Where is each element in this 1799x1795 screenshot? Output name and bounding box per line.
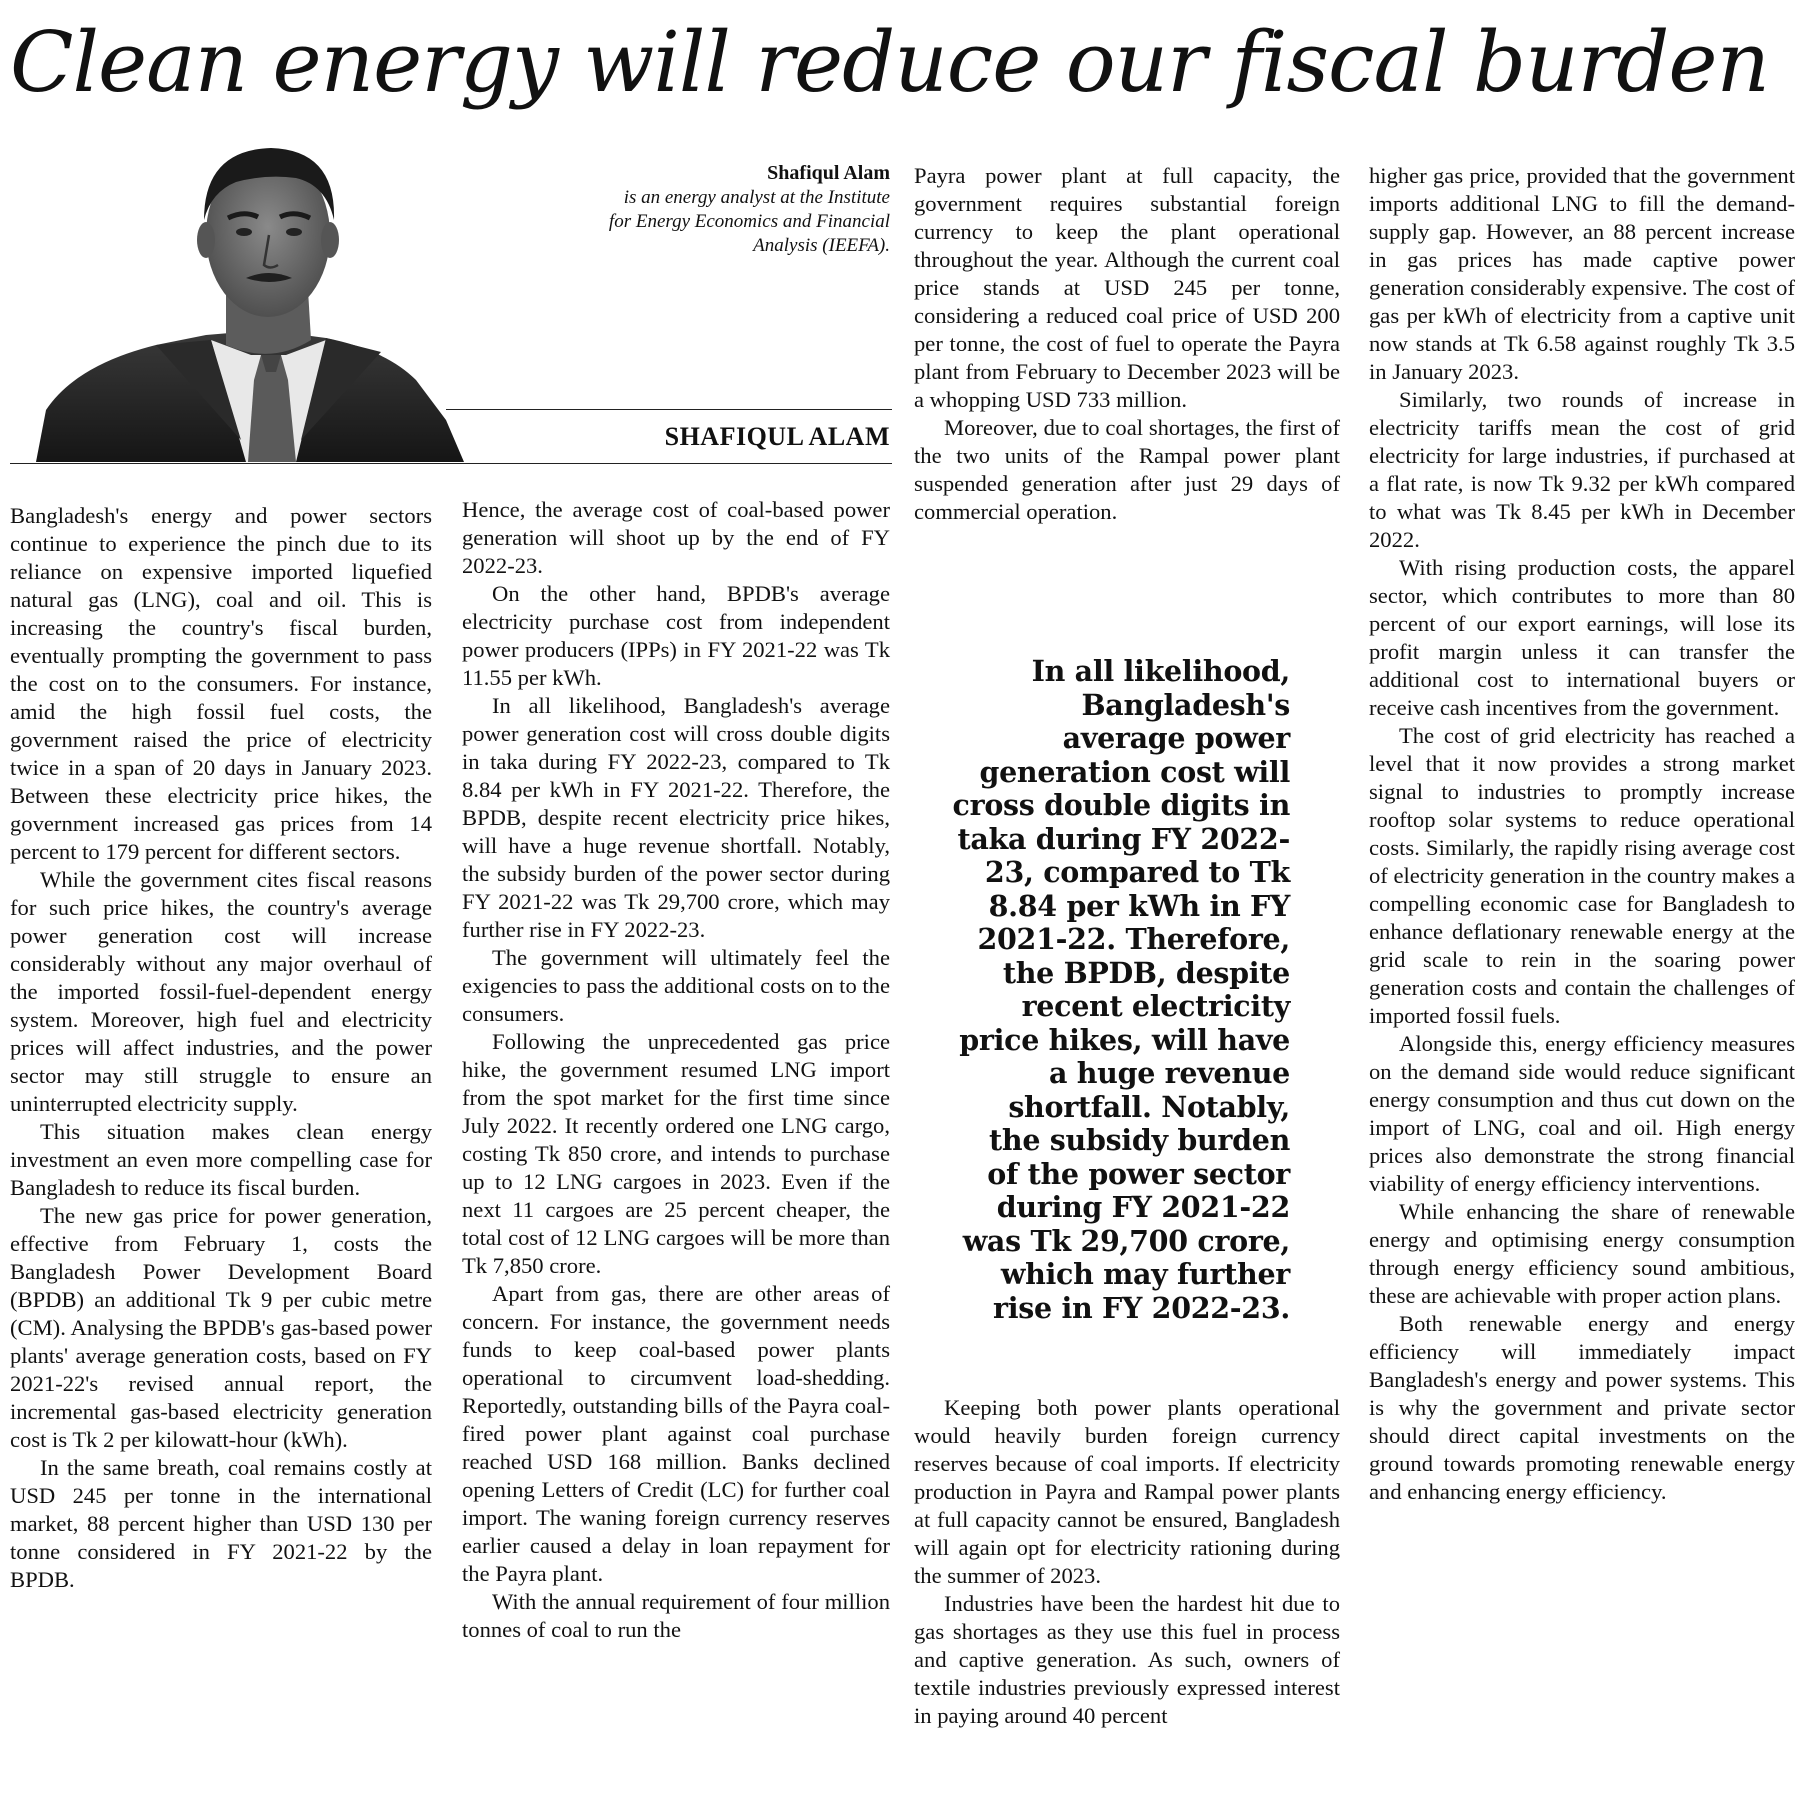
paragraph: In the same breath, coal remains costly at USD 245 per tonne in the international market, 88 percent higher than USD 130 per tonne considered in FY 2021-22 by the BPDB. bbox=[10, 1455, 432, 1592]
author-bio-line: for Energy Economics and Financial bbox=[608, 211, 890, 232]
paragraph: With rising production costs, the apparel sector, which contributes to more than 80 percent of our export earnings, will lose its profit margin unless it can transfer the additional cost to international buyers or receive cash incentives from the government. bbox=[1369, 555, 1795, 720]
paragraph: Similarly, two rounds of increase in electricity tariffs mean the cost of grid electricity for large industries, if purchased at a flat rate, is now Tk 9.32 per kWh compared to what was Tk 8.45 per kWh in December 2022. bbox=[1369, 387, 1795, 552]
article-column-4 bbox=[1369, 162, 1795, 1506]
paragraph: While enhancing the share of renewable energy and optimising energy consumption through energy efficiency sound ambitious, these are achievable with proper action plans. bbox=[1369, 1199, 1795, 1308]
byline-divider bbox=[446, 409, 892, 410]
paragraph: While the government cites fiscal reasons for such price hikes, the country's average power generation cost will increase considerably without any major overhaul of the imported fossil-fuel-dependent energy system. Moreover, high fuel and electricity prices will affect industries, and the power sector may still struggle to ensure an uninterrupted electricity supply. bbox=[10, 867, 432, 1116]
photo-divider bbox=[10, 463, 892, 464]
paragraph: In all likelihood, Bangladesh's average power generation cost will cross double digits in taka during FY 2022-23, compared to Tk 8.84 per kWh in FY 2021-22. Therefore, the BPDB, despite recent electricity price hikes, will have a huge revenue shortfall. Notably, the subsidy burden of the power sector during FY 2021-22 was Tk 29,700 crore, which may further rise in FY 2022-23. bbox=[462, 693, 890, 942]
article-column-2 bbox=[462, 496, 890, 1644]
paragraph: On the other hand, BPDB's average electricity purchase cost from independent power producers (IPPs) in FY 2021-22 was Tk 11.55 per kWh. bbox=[462, 581, 890, 690]
author-bio bbox=[560, 186, 890, 258]
paragraph: Industries have been the hardest hit due to gas shortages as they use this fuel in process and captive generation. As such, owners of textile industries previously expressed interest in paying around 40 percent bbox=[914, 1591, 1340, 1728]
paragraph: higher gas price, provided that the government imports additional LNG to fill the demand-supply gap. However, an 88 percent increase in gas prices has made captive power generation considerably expensive. The cost of gas per kWh of electricity from a captive unit now stands at Tk 6.58 against roughly Tk 3.5 in January 2023. bbox=[1369, 163, 1795, 384]
headline: Clean energy will reduce our fiscal burden bbox=[10, 14, 1769, 111]
author-bio-line: Analysis (IEEFA). bbox=[753, 235, 890, 256]
paragraph: Hence, the average cost of coal-based power generation will shoot up by the end of FY 2022-23. bbox=[462, 497, 890, 578]
paragraph: The cost of grid electricity has reached a level that it now provides a strong market signal to industries to promptly increase rooftop solar systems to reduce operational costs. Similarly, the rapidly rising average cost of electricity generation in the country makes a compelling economic case for Bangladesh to enhance deflationary renewable energy at the grid scale to rein in the soaring power generation costs and contain the challenges of imported fossil fuels. bbox=[1369, 723, 1795, 1028]
pull-quote: In all likelihood, Bangladesh's average power generation cost will cross double digits in taka during FY 2022-23, compared to Tk 8.84 per kWh in FY 2021-22. Therefore, the BPDB, despite recent electricity price hikes, will have a huge revenue shortfall. Notably, the subsidy burden of the power sector during FY 2021-22 was Tk 29,700 crore, which may further rise in FY 2022-23. bbox=[952, 654, 1290, 1325]
author-bio-line: is an energy analyst at the Institute bbox=[623, 187, 890, 208]
paragraph: Apart from gas, there are other areas of concern. For instance, the government needs funds to keep coal-based power plants operational to circumvent load-shedding. Reportedly, outstanding bills of the Payra coal-fired power plant against coal purchase reached USD 168 million. Banks declined opening Letters of Credit (LC) for further coal import. The waning foreign currency reserves earlier caused a delay in loan repayment for the Payra plant. bbox=[462, 1281, 890, 1586]
author-info bbox=[560, 160, 890, 258]
paragraph: Moreover, due to coal shortages, the first of the two units of the Rampal power plant suspended generation after just 29 days of commercial operation. bbox=[914, 415, 1340, 524]
paragraph: Following the unprecedented gas price hike, the government resumed LNG import from the spot market for the first time since July 2022. It recently ordered one LNG cargo, costing Tk 850 crore, and intends to purchase up to 12 LNG cargoes in 2023. Even if the next 11 cargoes are 25 percent cheaper, the total cost of 12 LNG cargoes will be more than Tk 7,850 crore. bbox=[462, 1029, 890, 1278]
author-portrait-photo bbox=[36, 140, 464, 462]
paragraph: Payra power plant at full capacity, the government requires substantial foreign currency to keep the plant operational throughout the year. Although the current coal price stands at USD 245 per tonne, considering a reduced coal price of USD 200 per tonne, the cost of fuel to operate the Payra plant from February to December 2023 will be a whopping USD 733 million. bbox=[914, 163, 1340, 412]
article-column-1 bbox=[10, 502, 432, 1594]
paragraph: Both renewable energy and energy efficiency will immediately impact Bangladesh's energy and power systems. This is why the government and private sector should direct capital investments on the ground towards promoting renewable energy and enhancing energy efficiency. bbox=[1369, 1311, 1795, 1504]
paragraph: Alongside this, energy efficiency measures on the demand side would reduce significant energy consumption and thus cut down on the import of LNG, coal and oil. High energy prices also demonstrate the strong financial viability of energy efficiency interventions. bbox=[1369, 1031, 1795, 1196]
paragraph: Keeping both power plants operational would heavily burden foreign currency reserves because of coal imports. If electricity production in Payra and Rampal power plants at full capacity cannot be ensured, Bangladesh will again opt for electricity rationing during the summer of 2023. bbox=[914, 1395, 1340, 1588]
author-name: Shafiqul Alam bbox=[767, 162, 890, 184]
paragraph: This situation makes clean energy investment an even more compelling case for Bangladesh to reduce its fiscal burden. bbox=[10, 1119, 432, 1200]
paragraph: The government will ultimately feel the exigencies to pass the additional costs on to the consumers. bbox=[462, 945, 890, 1026]
paragraph: Bangladesh's energy and power sectors continue to experience the pinch due to its reliance on expensive imported liquefied natural gas (LNG), coal and oil. This is increasing the country's fiscal burden, eventually prompting the government to pass the cost on to the consumers. For instance, amid the high fossil fuel costs, the government raised the price of electricity twice in a span of 20 days in January 2023. Between these electricity price hikes, the government increased gas prices from 14 percent to 179 percent for different sectors. bbox=[10, 503, 432, 864]
paragraph: With the annual requirement of four million tonnes of coal to run the bbox=[462, 1589, 890, 1642]
article-column-3-top bbox=[914, 162, 1340, 526]
paragraph: The new gas price for power generation, effective from February 1, costs the Bangladesh Power Development Board (BPDB) an additional Tk 9 per cubic metre (CM). Analysing the BPDB's gas-based power plants' average generation costs, based on FY 2021-22's revised annual report, the incremental gas-based electricity generation cost is Tk 2 per kilowatt-hour (kWh). bbox=[10, 1203, 432, 1452]
byline: SHAFIQUL ALAM bbox=[664, 422, 890, 451]
article-column-3-bottom bbox=[914, 1394, 1340, 1730]
